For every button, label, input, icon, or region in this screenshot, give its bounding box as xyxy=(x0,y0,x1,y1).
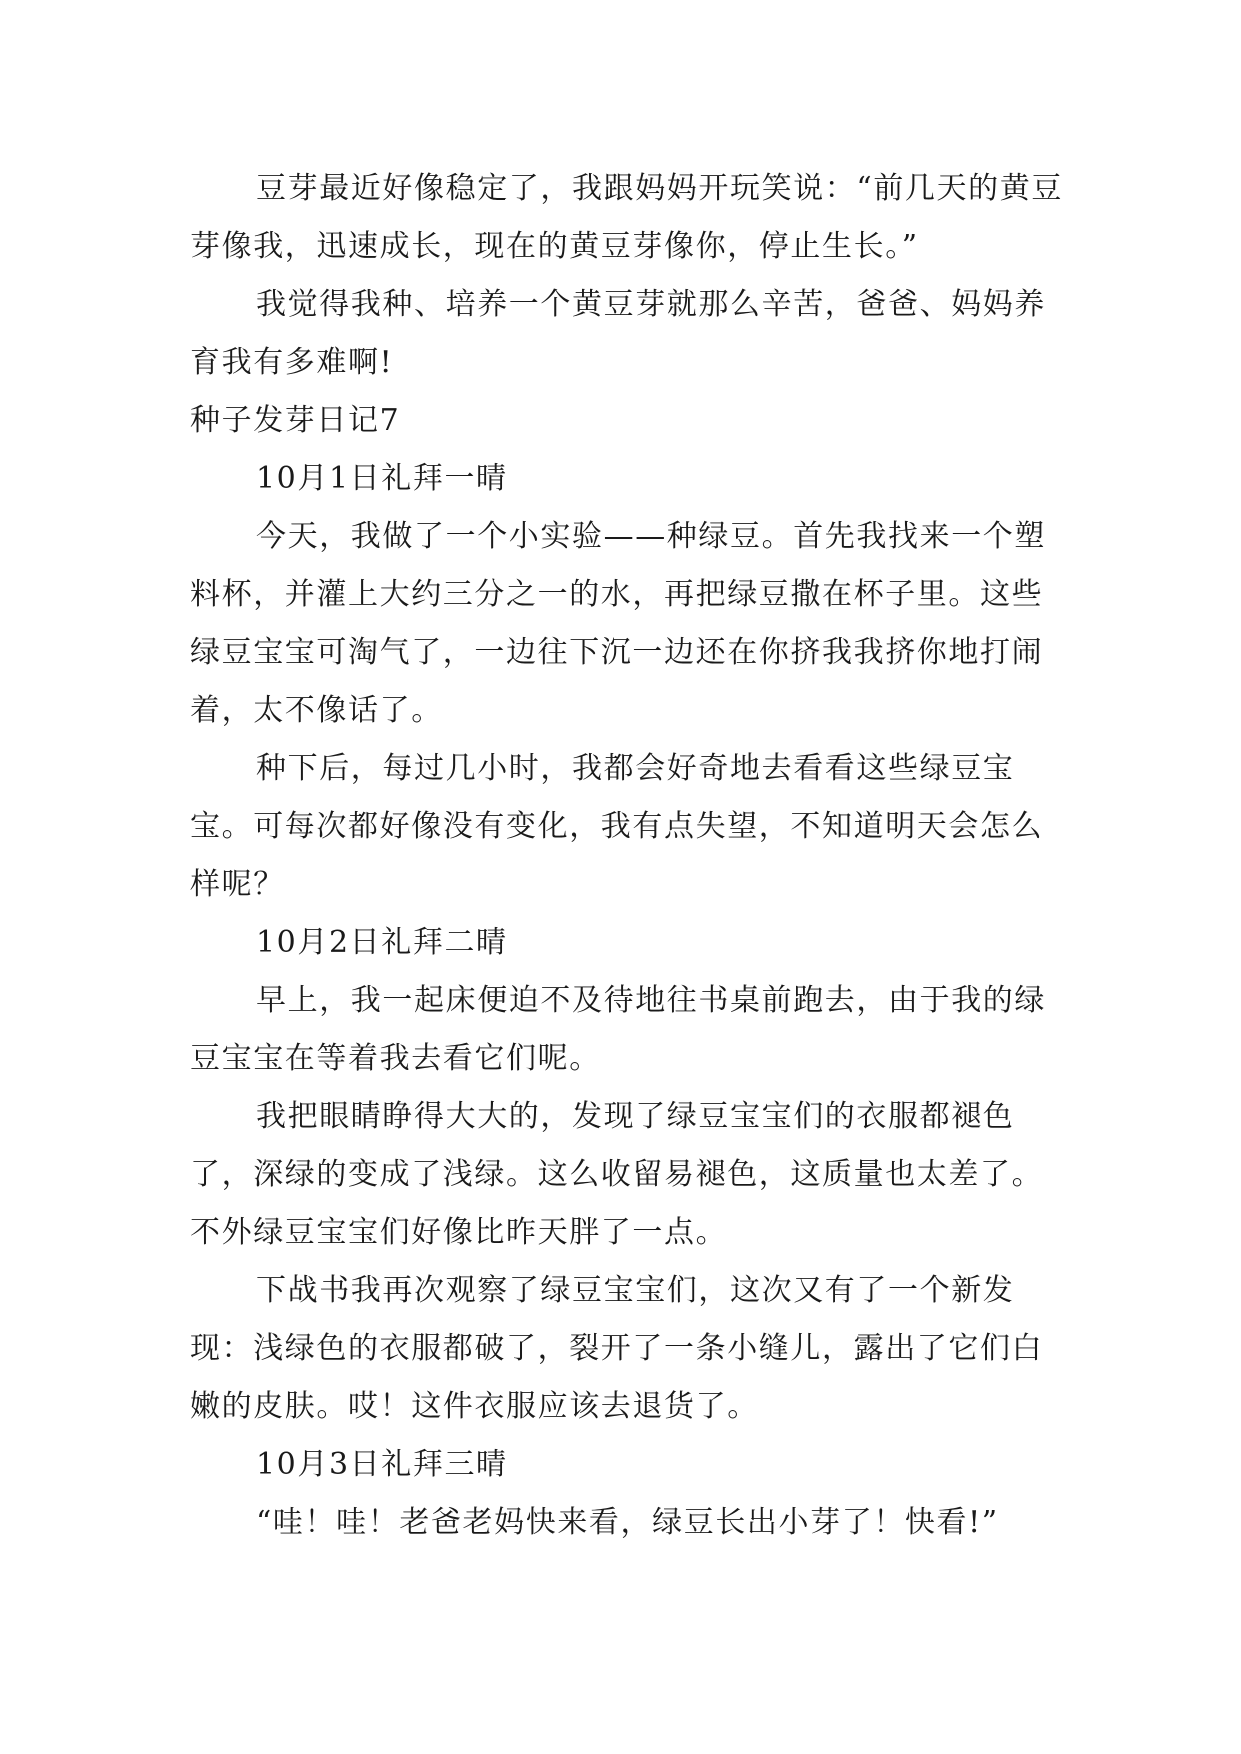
paragraph-experiment: 今天，我做了一个小实验——种绿豆。首先我找来一个塑料杯，并灌上大约三分之一的水，再把绿豆撒在杯子里。这些绿豆宝宝可淘气了，一边往下沉一边还在你挤我我挤你地打闹着，太不像话了。 xyxy=(190,519,1046,728)
paragraph-faded-color: 我把眼睛睁得大大的，发现了绿豆宝宝们的衣服都褪色了，深绿的变成了浅绿。这么收留易褪色，这质量也太差了。不外绿豆宝宝们好像比昨天胖了一点。 xyxy=(190,1099,1044,1250)
section-title: 种子发芽日记7 xyxy=(190,403,401,438)
paragraph-parents-hardship: 我觉得我种、培养一个黄豆芽就那么辛苦，爸爸、妈妈养育我有多难啊! xyxy=(190,287,1046,380)
paragraph-sprout-exclamation: “哇！哇！老爸老妈快来看，绿豆长出小芽了！快看!” xyxy=(256,1505,999,1540)
diary-date-oct-1: 10月1日礼拜一晴 xyxy=(256,461,508,496)
document-body xyxy=(190,160,1070,1552)
paragraph-afternoon: 下战书我再次观察了绿豆宝宝们，这次又有了一个新发现：浅绿色的衣服都破了，裂开了一条小缝儿，露出了它们白嫩的皮肤。哎！这件衣服应该去退货了。 xyxy=(190,1273,1044,1424)
paragraph-no-change: 种下后，每过几小时，我都会好奇地去看看这些绿豆宝宝。可每次都好像没有变化，我有点失望，不知道明天会怎么样呢？ xyxy=(190,751,1044,902)
paragraph-morning: 早上，我一起床便迫不及待地往书桌前跑去，由于我的绿豆宝宝在等着我去看它们呢。 xyxy=(190,983,1046,1076)
diary-date-oct-2: 10月2日礼拜二晴 xyxy=(256,925,508,960)
diary-date-oct-3: 10月3日礼拜三晴 xyxy=(256,1447,508,1482)
paragraph-bean-sprout-stable: 豆芽最近好像稳定了，我跟妈妈开玩笑说：“前几天的黄豆芽像我，迅速成长，现在的黄豆芽像你，停止生长。” xyxy=(190,171,1063,264)
